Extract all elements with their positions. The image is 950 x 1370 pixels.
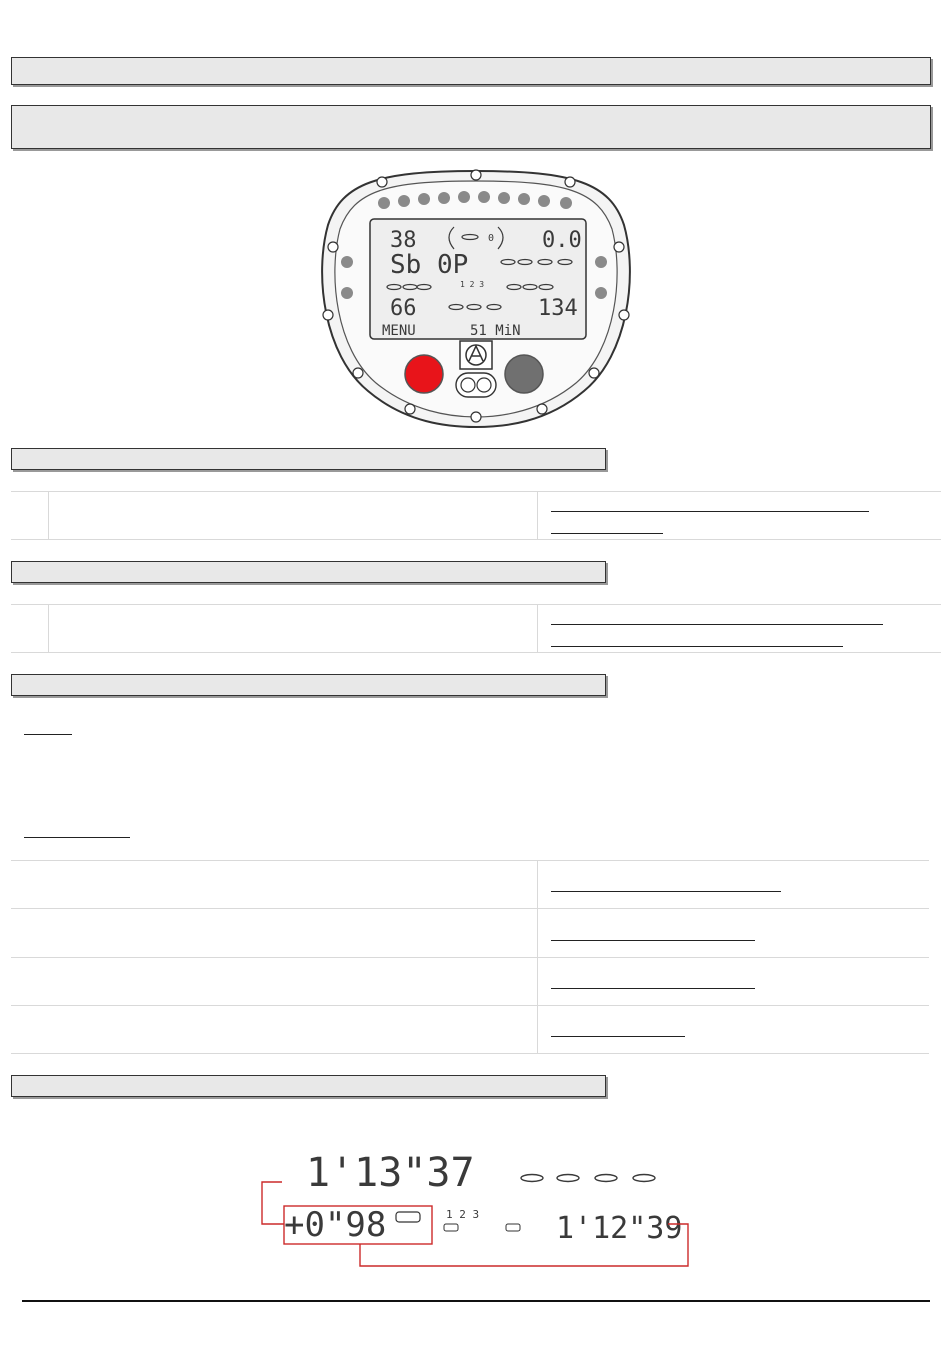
subheading-underline [24, 734, 72, 735]
dashboard-device-illustration [318, 165, 634, 433]
lcd-center-indicator: 0 [488, 233, 495, 244]
header-bar-1 [11, 57, 931, 85]
header-bar-2 [11, 105, 931, 149]
lcd-menu-label: MENU [382, 323, 416, 339]
lcd-gear-indicator: 1 2 3 [460, 280, 485, 289]
lcd-main-text: Sb 0P [390, 250, 469, 280]
callout-line-left [262, 1182, 284, 1224]
link-underline [551, 1036, 685, 1037]
lcd-top-left-value: 38 [390, 228, 417, 253]
link-underline [551, 511, 869, 512]
link-underline [551, 988, 755, 989]
right-grey-button [505, 355, 543, 393]
best-lap-value: 1'12"39 [556, 1211, 683, 1246]
section-bar-b [11, 561, 606, 583]
link-underline [551, 891, 781, 892]
section-bar-d [11, 1075, 606, 1097]
brand-logo-icon [460, 341, 492, 369]
section-bar-c [11, 674, 606, 696]
lcd-bottom-right-value: 134 [538, 296, 578, 321]
left-red-button [405, 355, 443, 393]
link-underline [551, 646, 843, 647]
lap-time-value: 1'13"37 [306, 1150, 475, 1196]
delta-value: +0"98 [284, 1205, 387, 1245]
footer-rule [22, 1300, 930, 1302]
gear-indicator-text: 1 2 3 [446, 1208, 480, 1221]
link-underline [551, 533, 663, 534]
lcd-time-label: 51 MiN [470, 323, 521, 339]
lcd-top-right-value: 0.0 [542, 228, 582, 253]
lcd-bottom-left-value: 66 [390, 296, 417, 321]
link-underline [551, 940, 755, 941]
lap-time-display [250, 1150, 700, 1272]
section-bar-a [11, 448, 606, 470]
link-underline [551, 624, 883, 625]
subheading-underline [24, 837, 130, 838]
